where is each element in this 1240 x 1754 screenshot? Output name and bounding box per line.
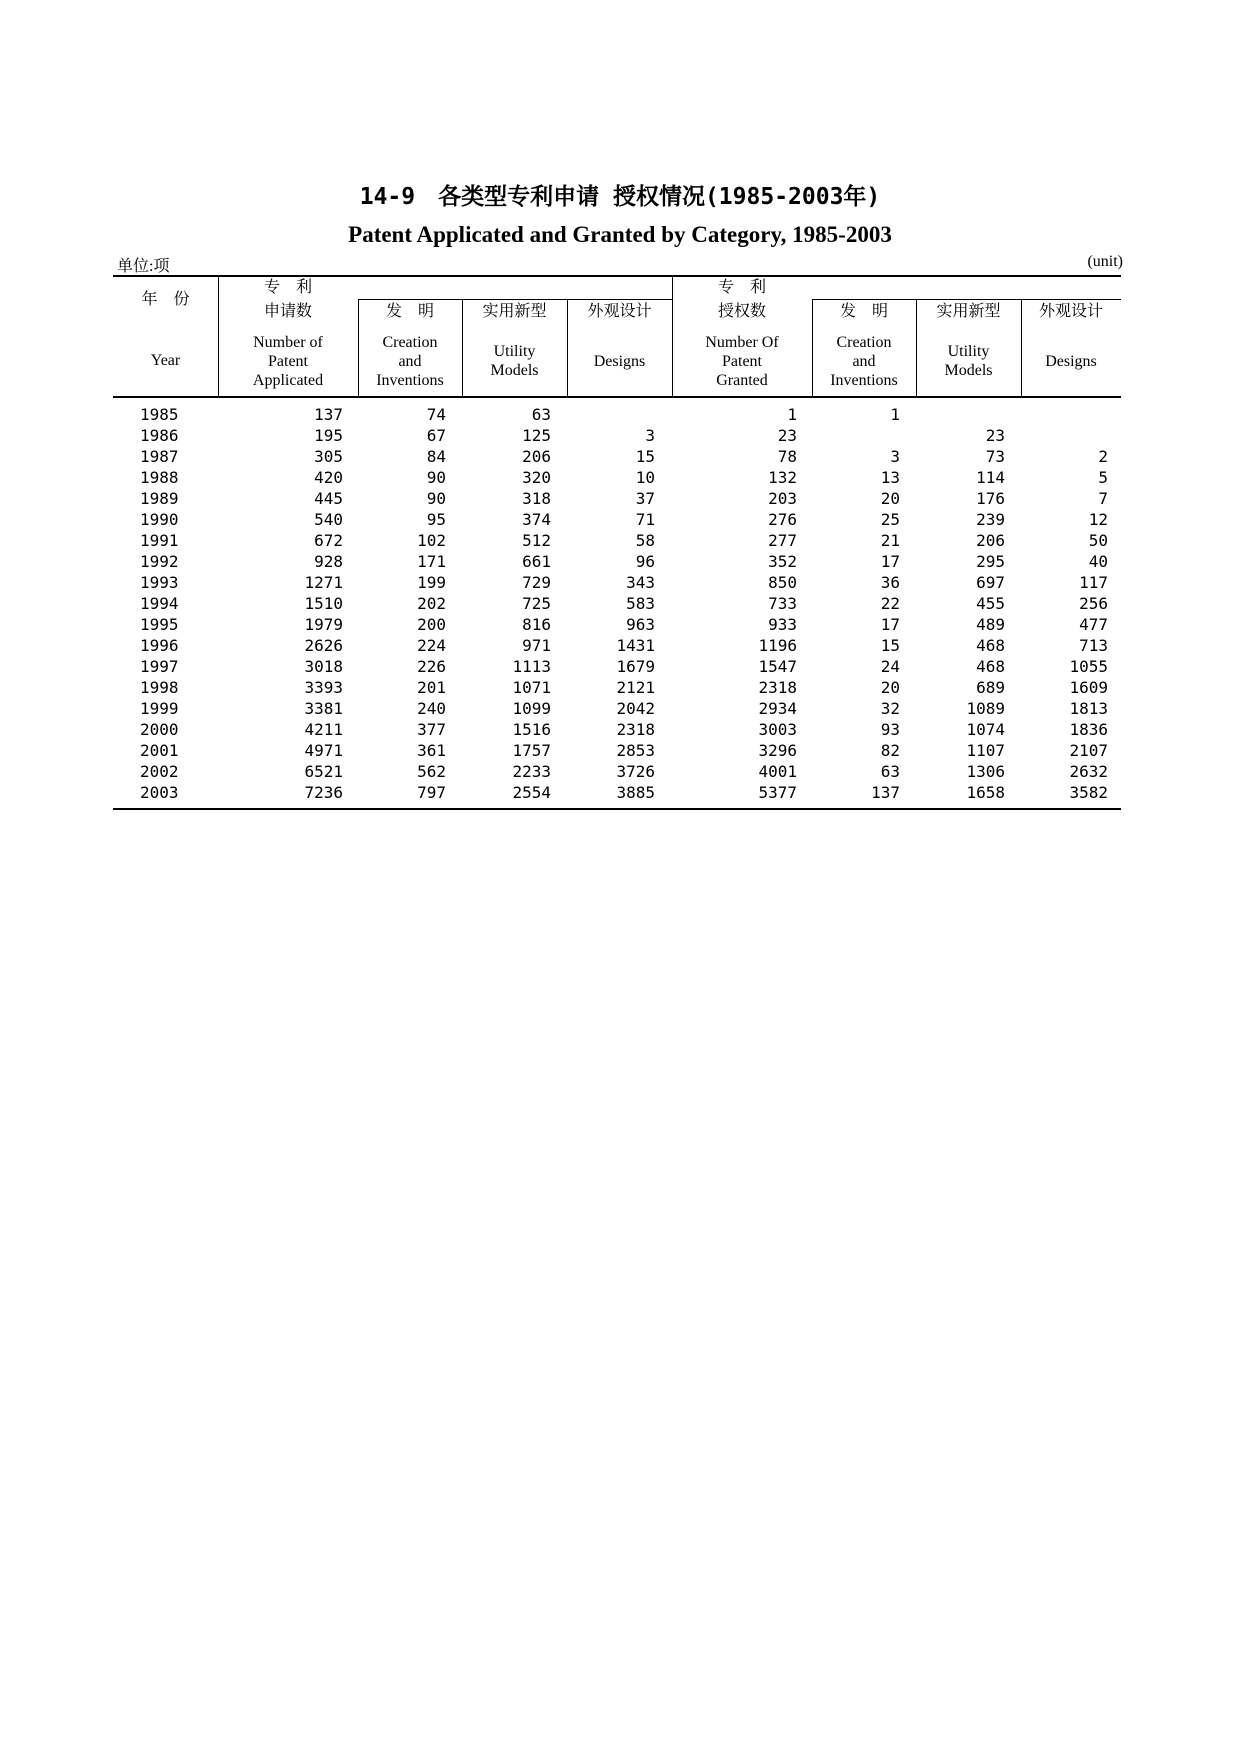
cell-year: 1995 (140, 615, 179, 634)
header-line: Utility (947, 343, 990, 360)
cell-applied-designs: 37 (635, 489, 655, 508)
table-row (113, 740, 1121, 761)
header-line: Number Of (705, 333, 779, 351)
unit-label-english: (unit) (1087, 253, 1123, 270)
cell-granted-designs: 5 (1098, 468, 1108, 487)
cell-applied-total: 6521 (304, 762, 343, 781)
cell-applied-designs: 1431 (616, 636, 655, 655)
cell-applied-utility: 63 (531, 405, 551, 424)
header-granted-inv-en (812, 331, 916, 391)
header-line: Number of (253, 333, 323, 351)
cell-applied-designs: 3885 (616, 783, 655, 802)
cell-year: 1993 (140, 573, 179, 592)
cell-applied-total: 195 (314, 426, 343, 445)
cell-granted-utility: 1074 (966, 720, 1005, 739)
header-line: Utility (493, 343, 536, 360)
cell-granted-utility: 468 (976, 657, 1005, 676)
cell-granted-utility: 176 (976, 489, 1005, 508)
unit-label-chinese: 单位:项 (117, 258, 170, 275)
cell-granted-total: 5377 (758, 783, 797, 802)
cell-applied-inventions: 90 (426, 489, 446, 508)
cell-applied-inventions: 84 (426, 447, 446, 466)
cell-applied-inventions: 201 (417, 678, 446, 697)
header-applied-total-cn: 申请数 (263, 303, 312, 320)
cell-applied-utility: 729 (522, 573, 551, 592)
table-row (113, 656, 1121, 677)
cell-applied-inventions: 90 (426, 468, 446, 487)
table-bottom-rule (113, 808, 1121, 810)
cell-year: 2000 (140, 720, 179, 739)
cell-granted-utility: 73 (985, 447, 1005, 466)
cell-granted-designs: 1055 (1069, 657, 1108, 676)
header-granted-util-cn: 实用新型 (936, 303, 1001, 320)
cell-applied-designs: 96 (635, 552, 655, 571)
page-title-chinese: 14-9 各类型专利申请 授权情况(1985-2003年) (359, 184, 881, 210)
cell-granted-utility: 455 (976, 594, 1005, 613)
cell-granted-designs: 50 (1088, 531, 1108, 550)
table-row (113, 761, 1121, 782)
cell-granted-inventions: 15 (880, 636, 900, 655)
cell-year: 1990 (140, 510, 179, 529)
cell-granted-designs: 117 (1079, 573, 1108, 592)
cell-granted-total: 1196 (758, 636, 797, 655)
cell-applied-total: 672 (314, 531, 343, 550)
cell-year: 1985 (140, 405, 179, 424)
cell-granted-total: 933 (768, 615, 797, 634)
cell-granted-inventions: 20 (880, 678, 900, 697)
cell-applied-utility: 1113 (512, 657, 551, 676)
header-granted-group-cn: 专 利 (717, 279, 766, 296)
cell-year: 1996 (140, 636, 179, 655)
cell-applied-designs: 583 (626, 594, 655, 613)
cell-granted-inventions: 1 (890, 405, 900, 424)
header-line: Creation (836, 333, 892, 351)
cell-granted-utility: 1658 (966, 783, 1005, 802)
page-title-english: Patent Applicated and Granted by Category, 1985-2003 (348, 222, 892, 247)
cell-granted-designs: 2107 (1069, 741, 1108, 760)
cell-year: 1997 (140, 657, 179, 676)
granted-subheader-rule (812, 299, 1121, 300)
table-row (113, 593, 1121, 614)
header-line: Models (944, 362, 993, 379)
header-granted-util-en (916, 331, 1021, 391)
cell-year: 1988 (140, 468, 179, 487)
cell-applied-designs: 2121 (616, 678, 655, 697)
header-granted-design-cn: 外观设计 (1038, 303, 1103, 320)
cell-granted-utility: 206 (976, 531, 1005, 550)
cell-granted-inventions: 20 (880, 489, 900, 508)
cell-applied-inventions: 67 (426, 426, 446, 445)
cell-granted-utility: 1089 (966, 699, 1005, 718)
cell-granted-total: 3003 (758, 720, 797, 739)
table-row (113, 467, 1121, 488)
cell-year: 1998 (140, 678, 179, 697)
cell-applied-inventions: 797 (417, 783, 446, 802)
cell-applied-utility: 318 (522, 489, 551, 508)
table-row (113, 425, 1121, 446)
cell-applied-total: 3393 (304, 678, 343, 697)
header-line: Models (490, 362, 539, 379)
cell-granted-inventions: 17 (880, 615, 900, 634)
cell-applied-total: 445 (314, 489, 343, 508)
cell-applied-inventions: 562 (417, 762, 446, 781)
cell-applied-total: 3381 (304, 699, 343, 718)
header-applied-inv-en (358, 331, 462, 391)
cell-granted-total: 2934 (758, 699, 797, 718)
cell-applied-inventions: 199 (417, 573, 446, 592)
cell-applied-designs: 58 (635, 531, 655, 550)
cell-granted-designs: 2632 (1069, 762, 1108, 781)
cell-applied-total: 420 (314, 468, 343, 487)
cell-granted-designs: 477 (1079, 615, 1108, 634)
header-line: Designs (1045, 352, 1097, 370)
table-row (113, 509, 1121, 530)
cell-granted-inventions: 3 (890, 447, 900, 466)
cell-granted-total: 733 (768, 594, 797, 613)
cell-granted-total: 78 (777, 447, 797, 466)
cell-applied-inventions: 240 (417, 699, 446, 718)
cell-granted-total: 352 (768, 552, 797, 571)
cell-applied-total: 3018 (304, 657, 343, 676)
table-row (113, 698, 1121, 719)
cell-applied-total: 928 (314, 552, 343, 571)
header-applied-group-cn: 专 利 (263, 279, 312, 296)
cell-granted-inventions: 22 (880, 594, 900, 613)
table-row (113, 551, 1121, 572)
header-bottom-rule (113, 396, 1121, 398)
cell-applied-utility: 661 (522, 552, 551, 571)
cell-applied-total: 540 (314, 510, 343, 529)
cell-granted-inventions: 17 (880, 552, 900, 571)
table-row (113, 446, 1121, 467)
cell-granted-inventions: 21 (880, 531, 900, 550)
cell-granted-total: 276 (768, 510, 797, 529)
cell-granted-utility: 689 (976, 678, 1005, 697)
cell-applied-utility: 971 (522, 636, 551, 655)
header-line: Patent (268, 352, 308, 370)
cell-applied-utility: 816 (522, 615, 551, 634)
header-line: Designs (593, 352, 646, 370)
table-row (113, 572, 1121, 593)
cell-granted-utility: 239 (976, 510, 1005, 529)
cell-granted-utility: 1107 (966, 741, 1005, 760)
cell-applied-inventions: 102 (417, 531, 446, 550)
table-row (113, 719, 1121, 740)
header-applied-inv-cn: 发 明 (385, 303, 434, 320)
cell-granted-designs: 713 (1079, 636, 1108, 655)
cell-granted-inventions: 36 (880, 573, 900, 592)
cell-granted-total: 850 (768, 573, 797, 592)
header-line: Inventions (376, 371, 444, 389)
cell-granted-utility: 489 (976, 615, 1005, 634)
cell-applied-utility: 1757 (512, 741, 551, 760)
cell-applied-inventions: 226 (417, 657, 446, 676)
cell-applied-utility: 125 (522, 426, 551, 445)
cell-applied-utility: 1099 (512, 699, 551, 718)
cell-applied-designs: 343 (626, 573, 655, 592)
cell-granted-designs: 1836 (1069, 720, 1108, 739)
cell-year: 2003 (140, 783, 179, 802)
cell-granted-utility: 468 (976, 636, 1005, 655)
cell-applied-designs: 3 (645, 426, 655, 445)
cell-granted-inventions: 137 (871, 783, 900, 802)
cell-granted-total: 3296 (758, 741, 797, 760)
header-applied-util-cn: 实用新型 (482, 303, 547, 320)
table-row (113, 404, 1121, 425)
cell-applied-total: 4971 (304, 741, 343, 760)
cell-granted-utility: 23 (985, 426, 1005, 445)
header-applied-design-en (567, 331, 672, 391)
cell-applied-utility: 1516 (512, 720, 551, 739)
cell-granted-designs: 40 (1088, 552, 1108, 571)
cell-applied-inventions: 171 (417, 552, 446, 571)
cell-year: 1989 (140, 489, 179, 508)
cell-granted-designs: 12 (1088, 510, 1108, 529)
table-row (113, 635, 1121, 656)
cell-applied-total: 137 (314, 405, 343, 424)
cell-granted-designs: 7 (1098, 489, 1108, 508)
cell-granted-total: 2318 (758, 678, 797, 697)
cell-applied-total: 305 (314, 447, 343, 466)
cell-applied-utility: 1071 (512, 678, 551, 697)
cell-granted-designs: 1609 (1069, 678, 1108, 697)
cell-applied-designs: 2853 (616, 741, 655, 760)
cell-granted-inventions: 25 (880, 510, 900, 529)
table-body (113, 404, 1121, 803)
cell-applied-designs: 10 (635, 468, 655, 487)
cell-granted-inventions: 63 (880, 762, 900, 781)
cell-applied-designs: 71 (635, 510, 655, 529)
cell-applied-utility: 2554 (512, 783, 551, 802)
cell-year: 1999 (140, 699, 179, 718)
cell-year: 1991 (140, 531, 179, 550)
cell-granted-total: 132 (768, 468, 797, 487)
cell-applied-total: 1510 (304, 594, 343, 613)
header-applied-util-en (462, 331, 567, 391)
header-applied-total-en (218, 331, 358, 391)
cell-granted-designs: 256 (1079, 594, 1108, 613)
header-granted-design-en (1021, 331, 1121, 391)
cell-applied-total: 4211 (304, 720, 343, 739)
cell-applied-total: 1979 (304, 615, 343, 634)
cell-year: 1986 (140, 426, 179, 445)
header-granted-inv-cn: 发 明 (839, 303, 888, 320)
header-line: Inventions (830, 371, 898, 389)
cell-granted-inventions: 32 (880, 699, 900, 718)
cell-applied-utility: 320 (522, 468, 551, 487)
cell-year: 1994 (140, 594, 179, 613)
header-granted-total-en (672, 331, 812, 391)
cell-applied-designs: 2318 (616, 720, 655, 739)
cell-applied-utility: 725 (522, 594, 551, 613)
cell-applied-utility: 374 (522, 510, 551, 529)
cell-granted-total: 23 (777, 426, 797, 445)
cell-granted-utility: 697 (976, 573, 1005, 592)
cell-granted-total: 4001 (758, 762, 797, 781)
header-line: Granted (716, 371, 768, 389)
cell-applied-designs: 963 (626, 615, 655, 634)
header-line: Applicated (252, 371, 324, 389)
cell-applied-inventions: 202 (417, 594, 446, 613)
cell-applied-total: 1271 (304, 573, 343, 592)
header-line: and (852, 352, 876, 370)
cell-granted-total: 1547 (758, 657, 797, 676)
cell-granted-designs: 1813 (1069, 699, 1108, 718)
cell-applied-total: 7236 (304, 783, 343, 802)
table-row (113, 677, 1121, 698)
table-row (113, 488, 1121, 509)
cell-applied-designs: 1679 (616, 657, 655, 676)
cell-applied-inventions: 95 (426, 510, 446, 529)
cell-granted-total: 1 (787, 405, 797, 424)
cell-applied-utility: 2233 (512, 762, 551, 781)
header-granted-total-cn: 授权数 (717, 303, 766, 320)
header-year-cn: 年 份 (141, 291, 190, 308)
cell-granted-designs: 2 (1098, 447, 1108, 466)
cell-year: 1992 (140, 552, 179, 571)
table-top-rule (113, 275, 1121, 277)
cell-applied-inventions: 361 (417, 741, 446, 760)
table-row (113, 614, 1121, 635)
cell-applied-inventions: 74 (426, 405, 446, 424)
cell-applied-inventions: 377 (417, 720, 446, 739)
table-row (113, 782, 1121, 803)
table-row (113, 530, 1121, 551)
cell-applied-total: 2626 (304, 636, 343, 655)
cell-granted-inventions: 24 (880, 657, 900, 676)
header-line: Creation (382, 333, 438, 351)
cell-granted-inventions: 82 (880, 741, 900, 760)
cell-year: 2002 (140, 762, 179, 781)
header-applied-design-cn: 外观设计 (587, 303, 652, 320)
cell-granted-total: 277 (768, 531, 797, 550)
cell-applied-inventions: 224 (417, 636, 446, 655)
header-line: Patent (722, 352, 762, 370)
header-line: and (398, 352, 422, 370)
cell-applied-utility: 512 (522, 531, 551, 550)
cell-applied-utility: 206 (522, 447, 551, 466)
cell-applied-inventions: 200 (417, 615, 446, 634)
cell-year: 2001 (140, 741, 179, 760)
cell-granted-designs: 3582 (1069, 783, 1108, 802)
cell-granted-utility: 1306 (966, 762, 1005, 781)
cell-granted-utility: 295 (976, 552, 1005, 571)
cell-granted-inventions: 13 (880, 468, 900, 487)
cell-granted-utility: 114 (976, 468, 1005, 487)
cell-granted-inventions: 93 (880, 720, 900, 739)
cell-granted-total: 203 (768, 489, 797, 508)
cell-applied-designs: 2042 (616, 699, 655, 718)
cell-applied-designs: 15 (635, 447, 655, 466)
cell-year: 1987 (140, 447, 179, 466)
cell-applied-designs: 3726 (616, 762, 655, 781)
applied-subheader-rule (358, 299, 672, 300)
header-year-en: Year (150, 352, 181, 369)
